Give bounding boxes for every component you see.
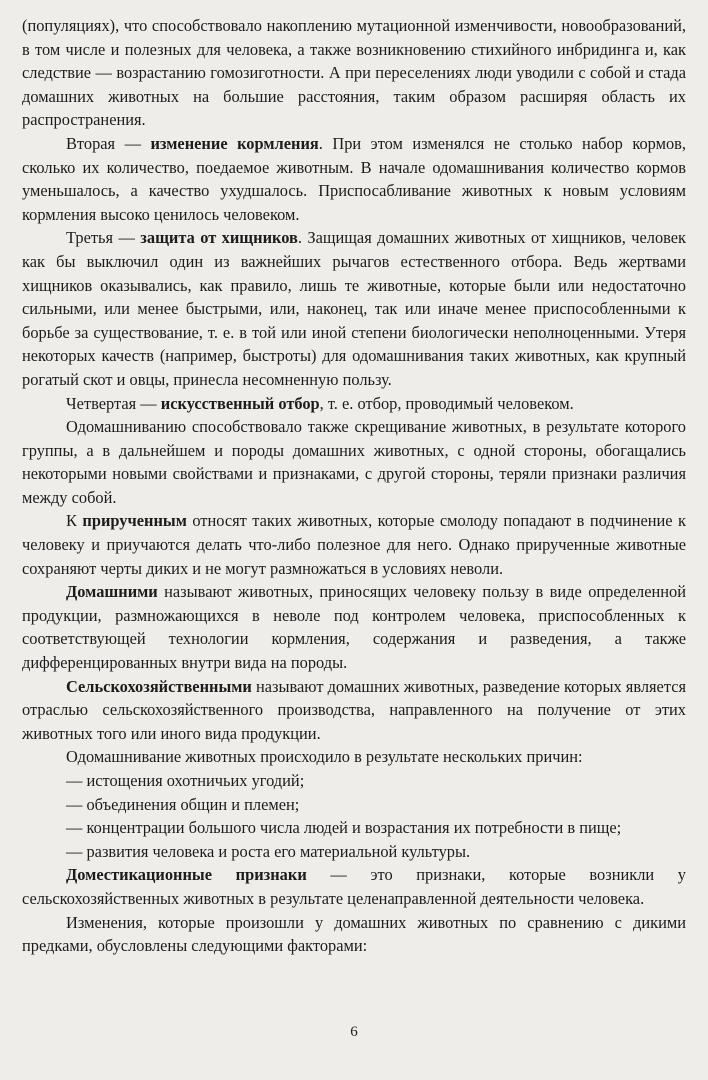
- paragraph: [22, 793, 686, 817]
- paragraph: [22, 769, 686, 793]
- bold-term: Сельскохозяйственными: [66, 676, 252, 696]
- text-segment: — истощения охотничьих угодий;: [66, 771, 305, 790]
- bold-term: Доместикационные признаки: [66, 865, 307, 885]
- text-segment: называют животных, приносящих человеку пользу в виде определенной продукции, размножающихся в неволе под контролем человека, приспособленных к соответствующей технологии кормления, содержания и разведения, а также дифференцированных внутри вида на породы.: [22, 582, 686, 673]
- paragraph: [22, 816, 686, 840]
- text-segment: Одомашниванию способствовало также скрещивание животных, в результате которого группы, а в дальнейшем и породы домашних животных, с одной стороны, обогащались некоторыми новыми свойствами и признаками, с другой стороны, теряли признаки различия между собой.: [22, 417, 686, 507]
- text-segment: — концентрации большого числа людей и возрастания их потребности в пище;: [66, 818, 622, 838]
- text-segment: Одомашнивание животных происходило в результате нескольких причин:: [66, 747, 583, 767]
- text-segment: Вторая —: [66, 133, 151, 153]
- paragraph: [22, 509, 686, 580]
- text-segment: , т. е. отбор, проводимый человеком.: [319, 393, 574, 413]
- text-segment: . При этом изменялся не столько набор кормов, сколько их количество, поедаемое животным. В начале одомашнивания количество кормов уменьшалось, а качество ухудшалось. Приспосабливание животных к новым условиям кормления высоко ценилось человеком.: [22, 133, 687, 224]
- paragraph: [22, 415, 686, 509]
- text-segment: Третья —: [66, 228, 141, 248]
- text-segment: (популяциях), что способствовало накоплению мутационной изменчивости, новообразований, в том числе и полезных для человека, а также возникновению стихийного инбридинга и, как следствие — возрастанию гомозиготности. А при переселениях люди уводили с собой и стада домашних животных на большие расстояния, таким образом расширяя область их распространения.: [22, 16, 686, 130]
- text-segment: К: [66, 511, 83, 531]
- bold-term: изменение кормления: [150, 133, 319, 153]
- paragraph: [22, 14, 686, 132]
- paragraph: [22, 863, 686, 910]
- page-number: 6: [350, 1024, 358, 1040]
- paragraph: [22, 675, 686, 746]
- paragraph: [22, 580, 686, 674]
- text-segment: относят таких животных, которые смолоду попадают в подчинение к человеку и приучаются делать что-либо полезное для него. Однако прирученные животные сохраняют черты диких и не могут размножаться в условиях неволи.: [22, 511, 686, 578]
- paragraph: [22, 840, 686, 864]
- body-text: [22, 14, 686, 958]
- bold-term: защита от хищников: [140, 228, 298, 248]
- text-segment: — это признаки, которые возникли у сельскохозяйственных животных в результате целенаправленной деятельности человека.: [22, 865, 687, 908]
- paragraph: [22, 226, 686, 391]
- text-segment: Четвертая —: [66, 393, 161, 413]
- bold-term: искусственный отбор: [160, 393, 320, 413]
- bold-term: Домашними: [66, 582, 158, 602]
- paragraph: [22, 132, 686, 226]
- text-segment: — объединения общин и племен;: [66, 794, 300, 814]
- text-segment: Изменения, которые произошли у домашних животных по сравнению с дикими предками, обусловлены следующими факторами:: [22, 912, 686, 956]
- text-segment: называют домашних животных, разведение которых является отраслью сельскохозяйственного производства, направленного на получение от этих животных того или иного вида продукции.: [22, 676, 687, 743]
- paragraph: [22, 745, 686, 769]
- paragraph: [22, 911, 686, 958]
- text-segment: — развития человека и роста его материальной культуры.: [66, 841, 471, 861]
- paragraph: [22, 392, 686, 416]
- text-segment: . Защищая домашних животных от хищников, человек как бы выключил один из важнейших рычагов естественного отбора. Ведь жертвами хищников оказывались, как правило, лишь те животные, которые были или недостаточно сильными, или менее быстрыми, или, наконец, так или иначе менее приспособленными к борьбе за существование, т. е. в той или иной степени биологически неполноценными. Утеря некоторых качеств (например, быстроты) для одомашнивания таких животных, как крупный рогатый скот и овцы, принесла несомненную пользу.: [22, 228, 687, 389]
- bold-term: прирученным: [82, 511, 187, 531]
